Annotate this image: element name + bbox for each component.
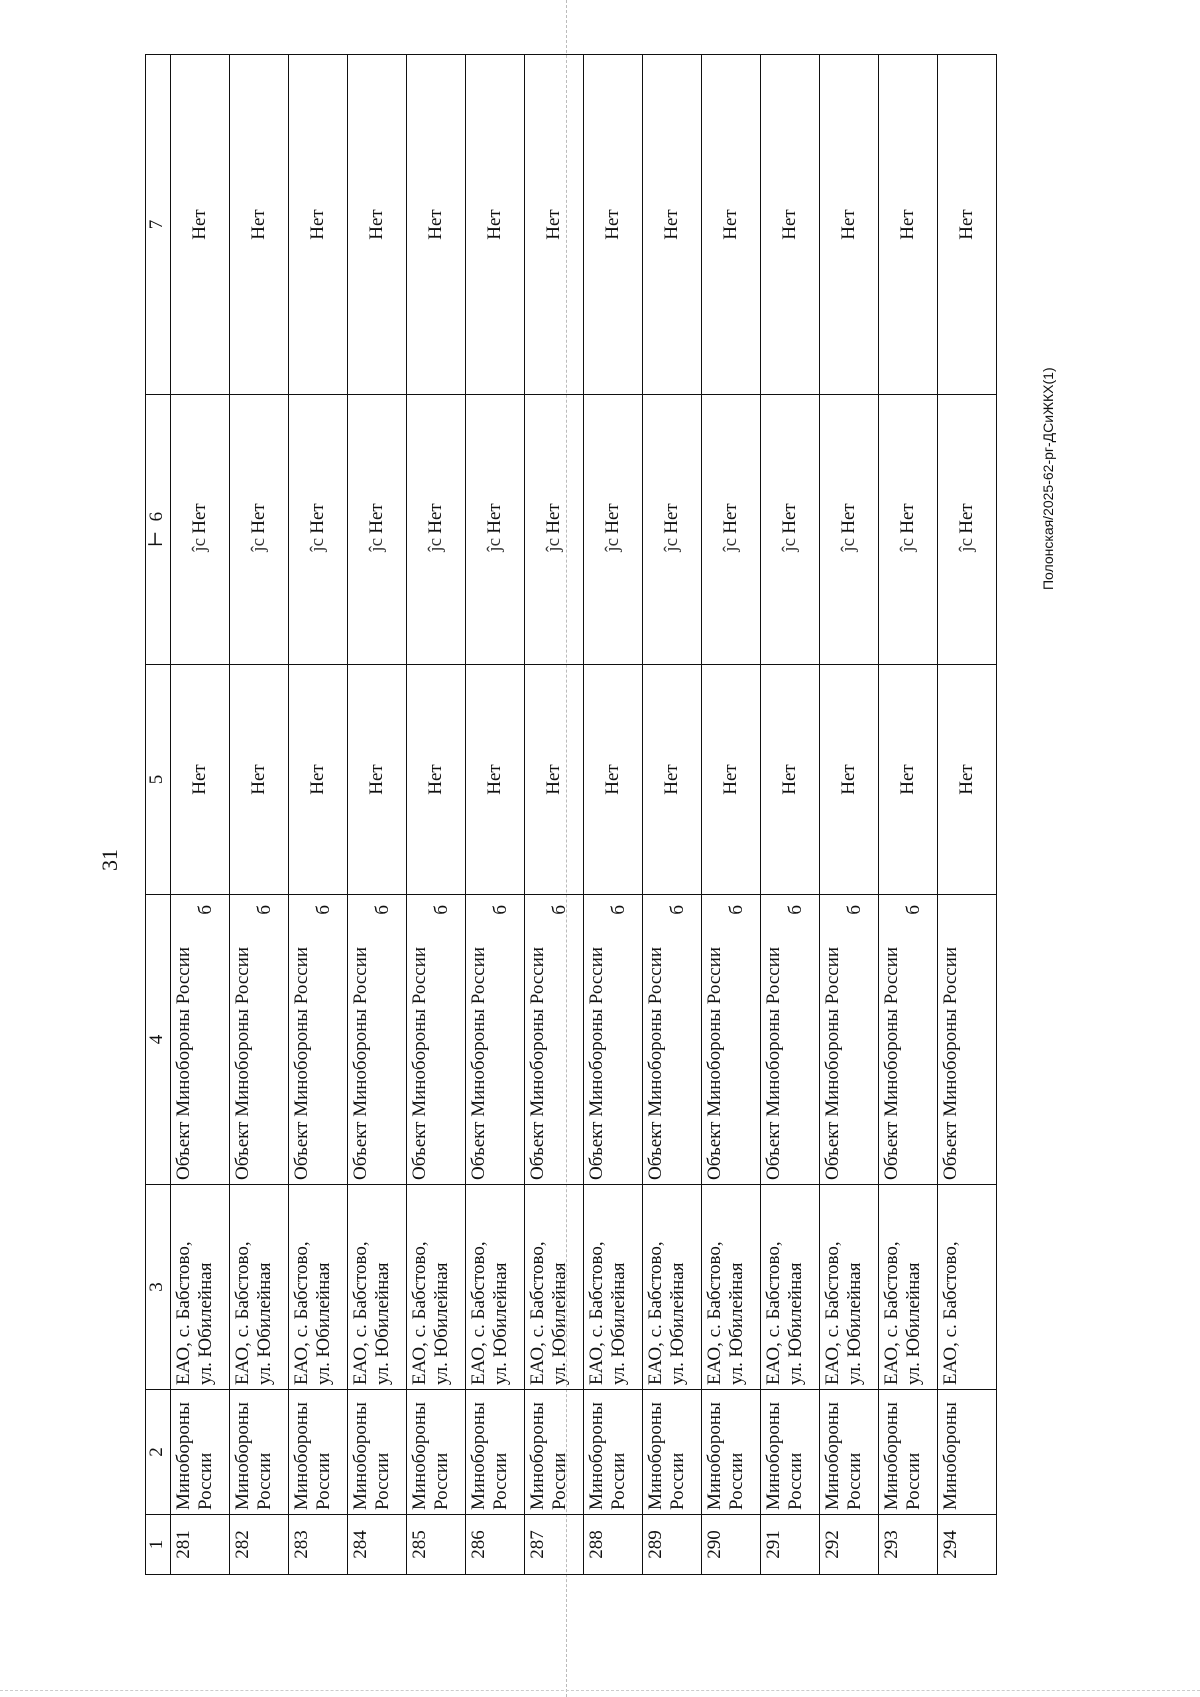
col-7-cell: Нет xyxy=(230,55,289,395)
owner-cell xyxy=(879,1390,938,1515)
address-line-2: ул. Юбилейная xyxy=(903,1262,924,1385)
address-cell xyxy=(702,1185,761,1390)
table-body xyxy=(171,55,997,1575)
object-line-1: Объект Минобороны России xyxy=(822,946,843,1180)
address-line-1: ЕАО, с. Бабстово, xyxy=(822,1241,843,1385)
owner-line-1: Минобороны xyxy=(881,1402,902,1510)
address-cell xyxy=(230,1185,289,1390)
object-cell xyxy=(702,895,761,1185)
object-cell xyxy=(879,895,938,1185)
col-6-cell xyxy=(761,395,820,665)
owner-line-2: России xyxy=(667,1452,688,1510)
col-7-cell: Нет xyxy=(466,55,525,395)
col-6-cell xyxy=(702,395,761,665)
col-7-cell: Нет xyxy=(584,55,643,395)
address-line-2: ул. Юбилейная xyxy=(785,1262,806,1385)
object-line-1: Объект Минобороны России xyxy=(645,946,666,1180)
object-line-2: б xyxy=(608,905,629,915)
col-6-value: Нет xyxy=(189,503,210,534)
col-7-cell: Нет xyxy=(820,55,879,395)
table-row xyxy=(879,55,938,1575)
owner-line-1: Минобороны xyxy=(586,1402,607,1510)
col-7-cell: Нет xyxy=(879,55,938,395)
address-line-2: ул. Юбилейная xyxy=(254,1262,275,1385)
col-7-cell: Нет xyxy=(938,55,997,395)
table-row xyxy=(643,55,702,1575)
owner-line-1: Минобороны xyxy=(704,1402,725,1510)
table-row xyxy=(348,55,407,1575)
col-6-cell xyxy=(466,395,525,665)
object-line-1: Объект Минобороны России xyxy=(173,946,194,1180)
row-number: 288 xyxy=(584,1515,643,1575)
col-6-mark: ĵc xyxy=(366,537,387,552)
owner-cell xyxy=(938,1390,997,1515)
object-cell xyxy=(525,895,584,1185)
col-6-mark: ĵc xyxy=(779,537,800,552)
row-number: 281 xyxy=(171,1515,230,1575)
object-cell xyxy=(230,895,289,1185)
row-number: 292 xyxy=(820,1515,879,1575)
owner-line-2: России xyxy=(313,1452,334,1510)
object-cell xyxy=(643,895,702,1185)
owner-line-1: Минобороны xyxy=(173,1402,194,1510)
col-7-cell: Нет xyxy=(643,55,702,395)
col-6-value: Нет xyxy=(720,503,741,534)
row-number: 282 xyxy=(230,1515,289,1575)
address-line-2: ул. Юбилейная xyxy=(490,1262,511,1385)
page-number: 31 xyxy=(97,849,122,871)
address-cell xyxy=(407,1185,466,1390)
col-5-cell: Нет xyxy=(525,665,584,895)
owner-cell xyxy=(761,1390,820,1515)
col-5-cell: Нет xyxy=(584,665,643,895)
address-line-1: ЕАО, с. Бабстово, xyxy=(763,1241,784,1385)
owner-line-2: России xyxy=(549,1452,570,1510)
table-row xyxy=(820,55,879,1575)
header-row xyxy=(146,55,171,1575)
col-5-cell: Нет xyxy=(820,665,879,895)
address-line-1: ЕАО, с. Бабстово, xyxy=(527,1241,548,1385)
address-line-2: ул. Юбилейная xyxy=(726,1262,747,1385)
owner-line-1: Минобороны xyxy=(291,1402,312,1510)
address-cell xyxy=(171,1185,230,1390)
object-line-2: б xyxy=(903,905,924,915)
register-table-container xyxy=(145,55,1005,1575)
address-line-2: ул. Юбилейная xyxy=(549,1262,570,1385)
col-5-cell: Нет xyxy=(407,665,466,895)
address-line-2: ул. Юбилейная xyxy=(372,1262,393,1385)
header-col-1: 1 xyxy=(146,1515,171,1575)
owner-line-2: России xyxy=(608,1452,629,1510)
col-7-cell: Нет xyxy=(407,55,466,395)
owner-cell xyxy=(702,1390,761,1515)
address-cell xyxy=(584,1185,643,1390)
col-6-value: Нет xyxy=(307,503,328,534)
address-line-2: ул. Юбилейная xyxy=(844,1262,865,1385)
owner-cell xyxy=(643,1390,702,1515)
document-code: Полонская/2025-62-рг-ДСиЖКХ(1) xyxy=(1040,367,1056,590)
col-6-mark: ĵc xyxy=(602,537,623,552)
col-7-cell: Нет xyxy=(761,55,820,395)
header-col-4: 4 xyxy=(146,895,171,1185)
col-6-mark: ĵc xyxy=(720,537,741,552)
col-6-cell xyxy=(348,395,407,665)
address-line-1: ЕАО, с. Бабстово, xyxy=(291,1241,312,1385)
owner-cell xyxy=(584,1390,643,1515)
col-6-cell xyxy=(584,395,643,665)
address-line-1: ЕАО, с. Бабстово, xyxy=(232,1241,253,1385)
object-line-2: б xyxy=(667,905,688,915)
col-6-mark: ĵc xyxy=(661,537,682,552)
col-6-value: Нет xyxy=(779,503,800,534)
header-col-6-prefix: ⊢ xyxy=(146,530,167,548)
object-line-1: Объект Минобороны России xyxy=(350,946,371,1180)
owner-line-1: Минобороны xyxy=(822,1402,843,1510)
col-6-value: Нет xyxy=(661,503,682,534)
object-line-2: б xyxy=(313,905,334,915)
row-number: 287 xyxy=(525,1515,584,1575)
object-line-1: Объект Минобороны России xyxy=(409,946,430,1180)
owner-line-2: России xyxy=(431,1452,452,1510)
col-6-cell xyxy=(171,395,230,665)
col-6-mark: ĵc xyxy=(543,537,564,552)
col-5-cell: Нет xyxy=(761,665,820,895)
table-row xyxy=(702,55,761,1575)
owner-line-1: Минобороны xyxy=(527,1402,548,1510)
object-line-1: Объект Минобороны России xyxy=(291,946,312,1180)
object-line-2: б xyxy=(490,905,511,915)
col-6-mark: ĵc xyxy=(838,537,859,552)
owner-line-1: Минобороны xyxy=(940,1402,961,1510)
owner-line-1: Минобороны xyxy=(468,1402,489,1510)
owner-cell xyxy=(171,1390,230,1515)
header-col-6 xyxy=(146,395,171,665)
owner-line-1: Минобороны xyxy=(232,1402,253,1510)
owner-cell xyxy=(820,1390,879,1515)
col-6-value: Нет xyxy=(897,503,918,534)
col-7-cell: Нет xyxy=(348,55,407,395)
object-line-1: Объект Минобороны России xyxy=(763,946,784,1180)
object-line-1: Объект Минобороны России xyxy=(704,946,725,1180)
row-number: 291 xyxy=(761,1515,820,1575)
owner-line-2: России xyxy=(726,1452,747,1510)
col-6-cell xyxy=(407,395,466,665)
row-number: 293 xyxy=(879,1515,938,1575)
address-cell xyxy=(643,1185,702,1390)
row-number: 285 xyxy=(407,1515,466,1575)
object-cell xyxy=(289,895,348,1185)
table-row xyxy=(171,55,230,1575)
row-number: 284 xyxy=(348,1515,407,1575)
object-cell xyxy=(466,895,525,1185)
col-6-mark: ĵc xyxy=(897,537,918,552)
address-cell xyxy=(525,1185,584,1390)
table-row xyxy=(525,55,584,1575)
table-row xyxy=(407,55,466,1575)
owner-cell xyxy=(466,1390,525,1515)
table-row xyxy=(584,55,643,1575)
object-line-1: Объект Минобороны России xyxy=(586,946,607,1180)
address-line-1: ЕАО, с. Бабстово, xyxy=(586,1241,607,1385)
col-5-cell: Нет xyxy=(289,665,348,895)
col-6-value: Нет xyxy=(543,503,564,534)
object-line-1: Объект Минобороны России xyxy=(881,946,902,1180)
row-number: 290 xyxy=(702,1515,761,1575)
object-cell xyxy=(938,895,997,1185)
row-number: 286 xyxy=(466,1515,525,1575)
col-5-cell: Нет xyxy=(702,665,761,895)
owner-cell xyxy=(289,1390,348,1515)
col-7-cell: Нет xyxy=(171,55,230,395)
owner-line-2: России xyxy=(903,1452,924,1510)
owner-line-2: России xyxy=(785,1452,806,1510)
col-7-cell: Нет xyxy=(289,55,348,395)
object-line-1: Объект Минобороны России xyxy=(468,946,489,1180)
col-6-cell xyxy=(879,395,938,665)
object-line-2: б xyxy=(726,905,747,915)
row-number: 289 xyxy=(643,1515,702,1575)
address-line-2: ул. Юбилейная xyxy=(667,1262,688,1385)
object-line-2: б xyxy=(254,905,275,915)
owner-line-2: России xyxy=(372,1452,393,1510)
col-5-cell: Нет xyxy=(230,665,289,895)
col-6-value: Нет xyxy=(248,503,269,534)
owner-cell xyxy=(230,1390,289,1515)
col-6-mark: ĵc xyxy=(189,537,210,552)
col-6-value: Нет xyxy=(484,503,505,534)
header-col-7: 7 xyxy=(146,55,171,395)
object-cell xyxy=(407,895,466,1185)
object-cell xyxy=(820,895,879,1185)
col-6-cell xyxy=(820,395,879,665)
col-6-value: Нет xyxy=(956,503,977,534)
col-5-cell: Нет xyxy=(879,665,938,895)
object-line-1: Объект Минобороны России xyxy=(527,946,548,1180)
address-cell xyxy=(289,1185,348,1390)
col-6-value: Нет xyxy=(366,503,387,534)
address-line-1: ЕАО, с. Бабстово, xyxy=(940,1241,961,1385)
address-cell xyxy=(879,1185,938,1390)
col-6-cell xyxy=(525,395,584,665)
row-number: 294 xyxy=(938,1515,997,1575)
object-line-1: Объект Минобороны России xyxy=(232,946,253,1180)
object-line-1: Объект Минобороны России xyxy=(940,946,961,1180)
col-5-cell: Нет xyxy=(171,665,230,895)
owner-line-2: России xyxy=(844,1452,865,1510)
table-row xyxy=(289,55,348,1575)
col-6-cell xyxy=(938,395,997,665)
col-6-mark: ĵc xyxy=(484,537,505,552)
address-line-1: ЕАО, с. Бабстово, xyxy=(350,1241,371,1385)
col-6-mark: ĵc xyxy=(425,537,446,552)
col-5-cell: Нет xyxy=(466,665,525,895)
address-line-1: ЕАО, с. Бабстово, xyxy=(173,1241,194,1385)
col-7-cell: Нет xyxy=(525,55,584,395)
owner-line-2: России xyxy=(195,1452,216,1510)
table-row xyxy=(230,55,289,1575)
address-cell xyxy=(820,1185,879,1390)
scan-edge-line xyxy=(0,1690,1200,1691)
object-cell xyxy=(171,895,230,1185)
owner-line-1: Минобороны xyxy=(350,1402,371,1510)
address-line-1: ЕАО, с. Бабстово, xyxy=(704,1241,725,1385)
header-col-2: 2 xyxy=(146,1390,171,1515)
object-line-2: б xyxy=(844,905,865,915)
table-row xyxy=(761,55,820,1575)
address-line-1: ЕАО, с. Бабстово, xyxy=(881,1241,902,1385)
owner-cell xyxy=(348,1390,407,1515)
owner-line-1: Минобороны xyxy=(409,1402,430,1510)
header-col-3: 3 xyxy=(146,1185,171,1390)
col-6-value: Нет xyxy=(838,503,859,534)
address-line-2: ул. Юбилейная xyxy=(195,1262,216,1385)
col-5-cell: Нет xyxy=(643,665,702,895)
table-row xyxy=(466,55,525,1575)
col-6-cell xyxy=(289,395,348,665)
owner-line-2: России xyxy=(490,1452,511,1510)
object-line-2: б xyxy=(431,905,452,915)
address-line-2: ул. Юбилейная xyxy=(431,1262,452,1385)
owner-cell xyxy=(407,1390,466,1515)
col-6-value: Нет xyxy=(425,503,446,534)
col-5-cell: Нет xyxy=(348,665,407,895)
col-5-cell: Нет xyxy=(938,665,997,895)
col-6-cell xyxy=(230,395,289,665)
row-number: 283 xyxy=(289,1515,348,1575)
owner-line-1: Минобороны xyxy=(763,1402,784,1510)
object-line-2: б xyxy=(372,905,393,915)
object-cell xyxy=(761,895,820,1185)
header-col-6-label: 6 xyxy=(146,511,167,522)
object-cell xyxy=(584,895,643,1185)
table-row xyxy=(938,55,997,1575)
col-6-mark: ĵc xyxy=(956,537,977,552)
register-table xyxy=(145,54,997,1575)
col-6-mark: ĵc xyxy=(248,537,269,552)
col-7-cell: Нет xyxy=(702,55,761,395)
owner-line-1: Минобороны xyxy=(645,1402,666,1510)
header-col-5: 5 xyxy=(146,665,171,895)
address-cell xyxy=(938,1185,997,1390)
address-cell xyxy=(348,1185,407,1390)
object-cell xyxy=(348,895,407,1185)
object-line-2: б xyxy=(785,905,806,915)
address-line-1: ЕАО, с. Бабстово, xyxy=(409,1241,430,1385)
address-cell xyxy=(761,1185,820,1390)
address-cell xyxy=(466,1185,525,1390)
col-6-mark: ĵc xyxy=(307,537,328,552)
col-6-value: Нет xyxy=(602,503,623,534)
address-line-2: ул. Юбилейная xyxy=(313,1262,334,1385)
owner-cell xyxy=(525,1390,584,1515)
address-line-1: ЕАО, с. Бабстово, xyxy=(468,1241,489,1385)
owner-line-2: России xyxy=(254,1452,275,1510)
object-line-2: б xyxy=(549,905,570,915)
object-line-2: б xyxy=(195,905,216,915)
address-line-2: ул. Юбилейная xyxy=(608,1262,629,1385)
col-6-cell xyxy=(643,395,702,665)
address-line-1: ЕАО, с. Бабстово, xyxy=(645,1241,666,1385)
